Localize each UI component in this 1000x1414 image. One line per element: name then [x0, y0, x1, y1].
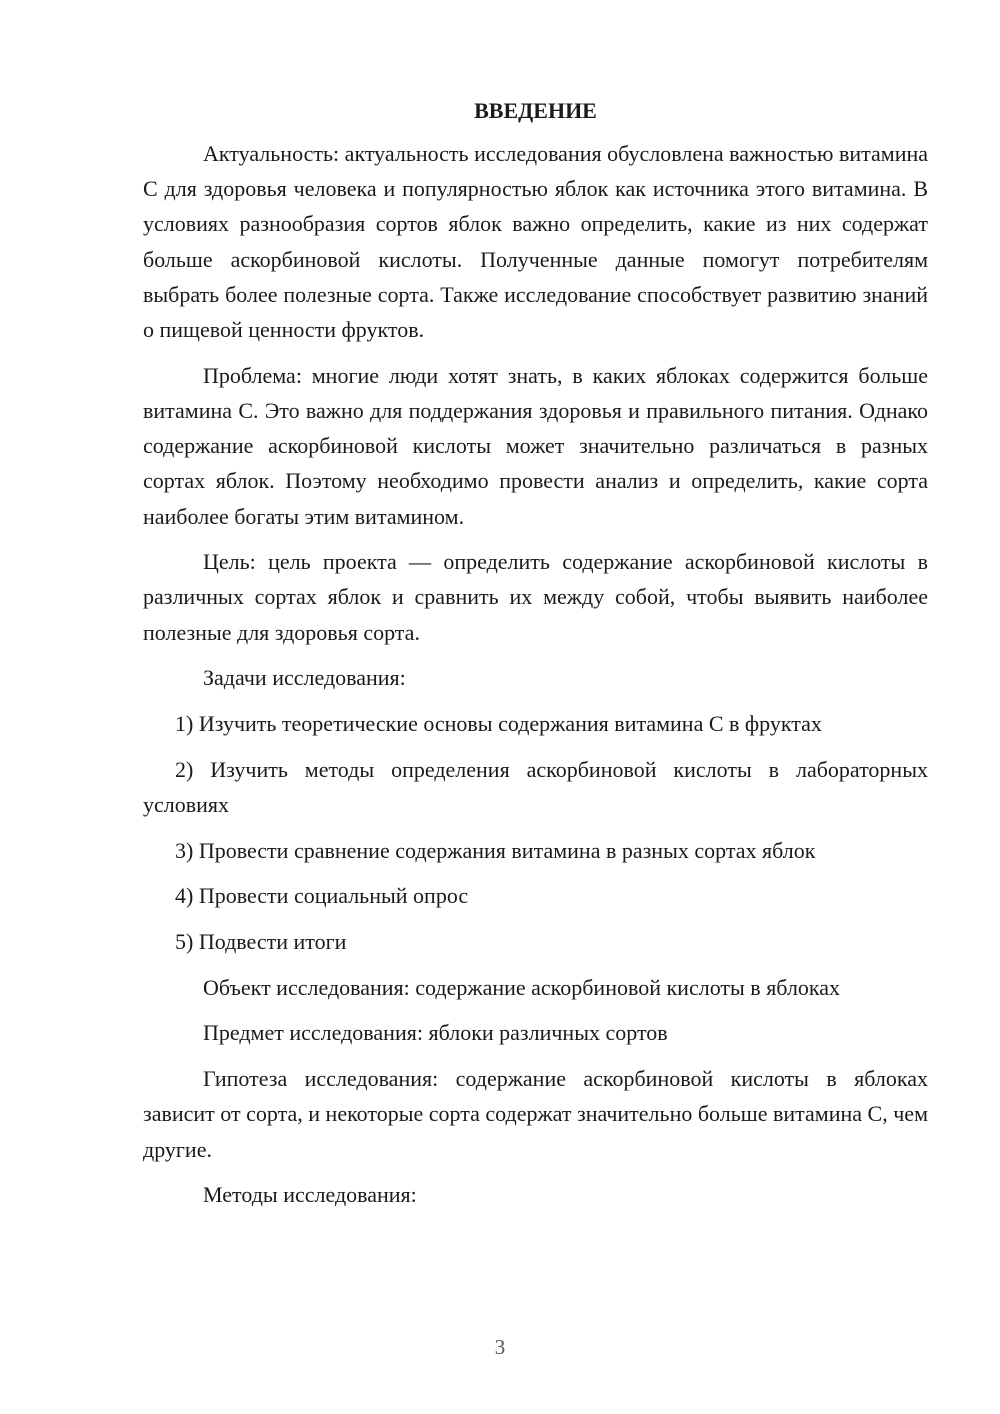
paragraph-hypothesis: Гипотеза исследования: содержание аскорбиновой кислоты в яблоках зависит от сорта, и некоторые сорта содержат значительно больше витамина С, чем другие. [143, 1066, 928, 1162]
tasks-heading: Задачи исследования: [203, 665, 406, 691]
task-item-2: 2) Изучить методы определения аскорбиновой кислоты в лабораторных условиях [143, 756, 928, 817]
section-title: ВВЕДЕНИЕ [474, 98, 597, 123]
paragraph-problem: Проблема: многие люди хотят знать, в каких яблоках содержится больше витамина С. Это важно для поддержания здоровья и правильного питания. Однако содержание аскорбиновой кислоты может значительно различаться в разных сортах яблок. Поэтому необходимо провести анализ и определить, какие сорта наиболее богаты этим витамином. [143, 362, 928, 529]
task-item-3: 3) Провести сравнение содержания витамина в разных сортах яблок [175, 837, 816, 863]
task-item-1: 1) Изучить теоретические основы содержания витамина С в фруктах [175, 711, 822, 737]
paragraph-relevance: Актуальность: актуальность исследования обусловлена важностью витамина С для здоровья человека и популярностью яблок как источника этого витамина. В условиях разнообразия сортов яблок важно определить, какие из них содержат больше аскорбиновой кислоты. Полученные данные помогут потребителям выбрать более полезные сорта. Также исследование способствует развитию знаний о пищевой ценности фруктов. [143, 141, 928, 343]
methods-heading: Методы исследования: [203, 1182, 417, 1208]
page-number: 3 [494, 1335, 506, 1359]
page-body [143, 96, 928, 1223]
task-item-5: 5) Подвести итоги [175, 929, 347, 955]
paragraph-subject: Предмет исследования: яблоки различных сортов [203, 1020, 668, 1046]
task-item-4: 4) Провести социальный опрос [175, 883, 469, 909]
paragraph-goal: Цель: цель проекта — определить содержание аскорбиновой кислоты в различных сортах яблок и сравнить их между собой, чтобы выявить наиболее полезные для здоровья сорта. [143, 549, 928, 645]
paragraph-object: Объект исследования: содержание аскорбиновой кислоты в яблоках [203, 974, 841, 1000]
